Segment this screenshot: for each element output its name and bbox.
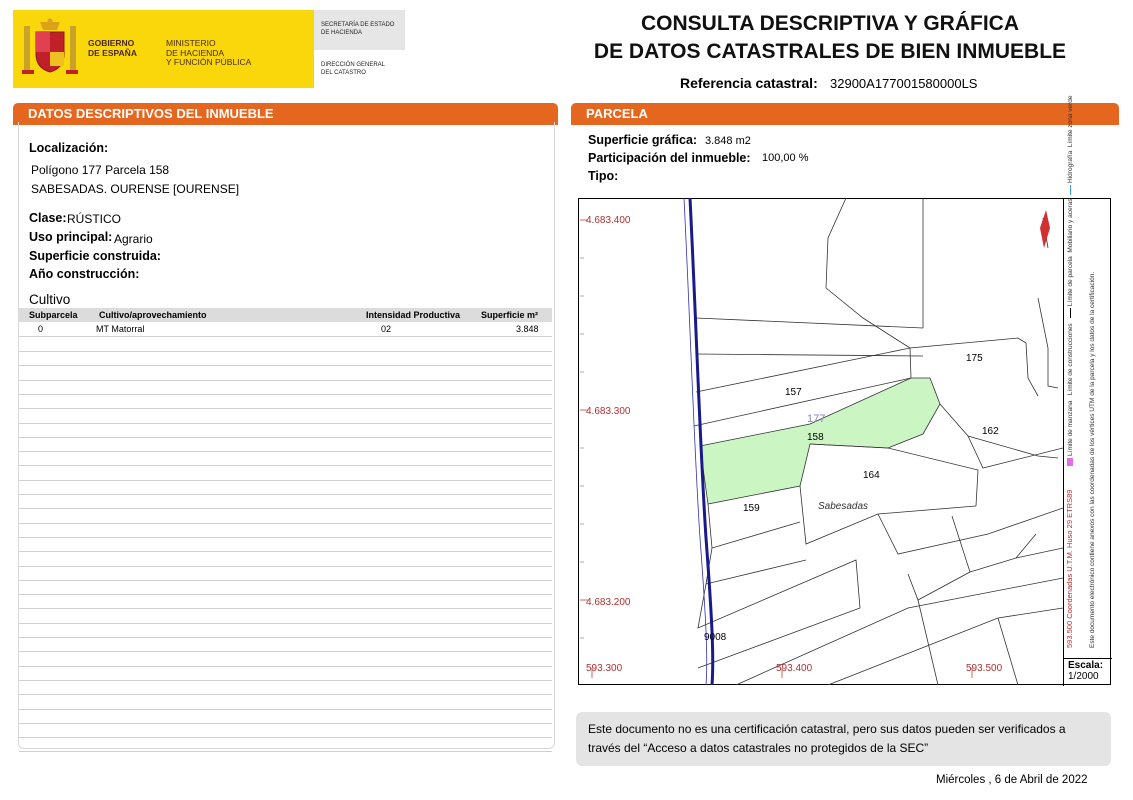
legend-parcela-swatch (1070, 308, 1071, 318)
table-row (19, 680, 552, 695)
legend-hidro-swatch (1070, 185, 1071, 195)
col-cultivo: Cultivo/aprovechamiento (99, 310, 207, 320)
hydrography-line (690, 198, 713, 685)
participacion-value: 100,00 % (762, 152, 809, 164)
table-row (19, 652, 552, 667)
coat-of-arms-icon (22, 18, 78, 80)
table-row (19, 494, 552, 509)
parcel-label-159: 159 (743, 503, 760, 514)
superficie-grafica-value: 3.848 m2 (705, 135, 751, 147)
parcel-label-157: 157 (785, 387, 802, 398)
cultivo-title: Cultivo (29, 292, 71, 307)
table-row (19, 666, 552, 681)
legend-rotated-text (1065, 95, 1106, 648)
table-row (19, 537, 552, 552)
datos-descriptivos-header: DATOS DESCRIPTIVOS DEL INMUEBLE (13, 103, 558, 125)
table-row (19, 723, 552, 738)
x-label-middle: 593.400 (776, 663, 813, 674)
superficie-construida-label: Superficie construida: (29, 249, 161, 263)
tipo-label: Tipo: (588, 169, 619, 183)
escala-value: 1/2000 (1068, 671, 1099, 682)
secretaria-text: SECRETARÍA DE ESTADO DE HACIENDA (321, 22, 395, 36)
table-row (19, 366, 552, 381)
polygon-label-177: 177 (807, 413, 826, 425)
parcel-label-175: 175 (966, 353, 983, 364)
legend-hidrografia: Hidrografía (1067, 150, 1074, 183)
frame-tick-marks (580, 258, 584, 638)
referencia-value: 32900A177001580000LS (830, 76, 978, 91)
table-row (19, 737, 552, 752)
table-row (19, 380, 552, 395)
table-row (19, 451, 552, 466)
scale-box (1063, 658, 1112, 686)
table-row (19, 594, 552, 609)
legend-limite-construcciones: Límite de construcciones (1067, 323, 1074, 396)
legend-disclaimer: Este documento electrónico contiene anexos con las coordenadas de los vértices UTM de la parcela y los datos de la certificación. (1089, 271, 1096, 648)
y-label-middle: 4.683.300 (586, 406, 631, 417)
table-row (19, 437, 552, 452)
ministerio-text: MINISTERIO DE HACIENDA Y FUNCIÓN PÚBLICA (166, 38, 252, 67)
x-label-left: 593.300 (586, 663, 623, 674)
page-title-line2: DE DATOS CATASTRALES DE BIEN INMUEBLE (593, 40, 1067, 63)
y-label-bottom: 4.683.200 (586, 597, 631, 608)
page-title-line1: CONSULTA DESCRIPTIVA Y GRÁFICA (640, 12, 1020, 35)
parcel-label-162: 162 (982, 426, 999, 437)
uso-principal-label: Uso principal: (29, 230, 113, 244)
escala-label: Escala: (1068, 660, 1104, 671)
table-row: 0 MT Matorral 02 3.848 (19, 322, 552, 337)
document-date: Miércoles , 6 de Abril de 2022 (936, 774, 1088, 786)
y-label-top: 4.683.400 (586, 215, 631, 226)
parcela-header: PARCELA (571, 103, 1119, 125)
legend-limite-parcela: Límite de parcela (1067, 256, 1074, 307)
x-label-right: 593.500 (966, 663, 1003, 674)
table-row (19, 523, 552, 538)
place-label: Sabesadas (818, 501, 869, 512)
parcel-label-158: 158 (807, 432, 824, 443)
col-intensidad: Intensidad Productiva (366, 310, 461, 320)
table-row (19, 351, 552, 366)
table-row (19, 423, 552, 438)
direccion-general-text: DIRECCIÓN GENERAL DEL CATASTRO (321, 62, 386, 76)
clase-value: RÚSTICO (67, 212, 121, 226)
table-row (19, 480, 552, 495)
localizacion-line2: SABESADAS. OURENSE [OURENSE] (31, 182, 240, 196)
localizacion-label: Localización: (29, 141, 109, 155)
parcel-label-9008: 9008 (704, 632, 727, 643)
table-row (19, 637, 552, 652)
referencia-label: Referencia catastral: (680, 75, 818, 91)
superficie-grafica-label: Superficie gráfica: (588, 133, 698, 147)
legend-coordenadas: 593.500 Coordenadas U.T.M. Huso 29 ETRS89 (1065, 489, 1074, 648)
table-row (19, 394, 552, 409)
table-row (19, 466, 552, 481)
legend-manzana-swatch (1067, 458, 1073, 466)
legend-mobiliario: Mobiliario y aceras (1067, 198, 1074, 253)
table-row (19, 695, 552, 710)
ano-construccion-label: Año construcción: (29, 267, 140, 281)
disclaimer-note: Este documento no es una certificación catastral, pero sus datos pueden ser verificados a través del “Acceso a datos catastrales no protegidos de la SEC” (576, 712, 1111, 766)
legend-limite-manzana: Límite de manzana (1067, 400, 1074, 456)
legend-zona-verde: Límite zona verde (1067, 95, 1074, 148)
table-row (19, 609, 552, 624)
clase-label: Clase: (29, 211, 67, 225)
table-row (19, 709, 552, 724)
table-row (19, 509, 552, 524)
localizacion-line1: Polígono 177 Parcela 158 (31, 163, 170, 177)
gobierno-text: GOBIERNO DE ESPAÑA (88, 38, 137, 58)
red-marker-icon (1040, 210, 1050, 248)
table-row (19, 552, 552, 567)
col-superficie: Superficie m² (481, 310, 539, 320)
table-row (19, 566, 552, 581)
col-subparcela: Subparcela (29, 310, 78, 320)
uso-principal-value: Agrario (114, 232, 153, 246)
parcel-label-164: 164 (863, 470, 880, 481)
cultivo-table-header (19, 308, 552, 322)
table-row (19, 580, 552, 595)
table-row (19, 409, 552, 424)
table-row (19, 337, 552, 352)
table-row (19, 623, 552, 638)
participacion-label: Participación del inmueble: (588, 151, 751, 165)
